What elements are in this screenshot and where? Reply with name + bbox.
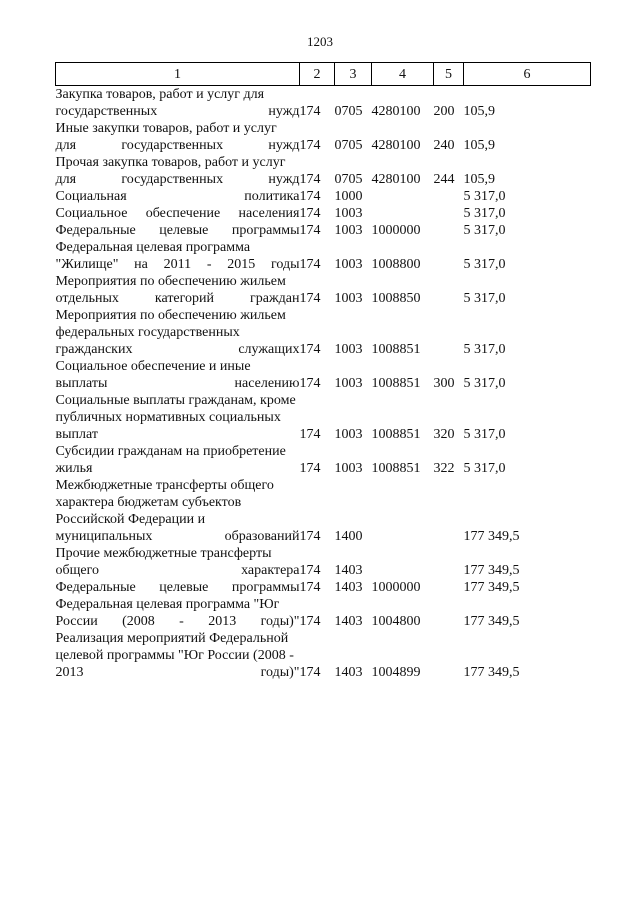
item-name-cell: Федеральные целевые программы [55, 223, 300, 238]
code-ministry-cell: 174 [299, 291, 321, 306]
code-section-cell: 1400 [334, 529, 363, 544]
code-expense-type-cell [434, 630, 464, 681]
code-target-cell: 1000000 [371, 223, 421, 238]
table-row [56, 86, 591, 121]
table-row [56, 630, 591, 681]
code-target-cell: 1008851 [371, 461, 421, 476]
table-body [56, 86, 591, 682]
code-target-cell: 1000000 [371, 580, 421, 595]
table-row [56, 154, 591, 188]
code-section-cell: 1003 [334, 291, 363, 306]
code-target-cell: 1008851 [371, 342, 421, 357]
amount-cell: 5 317,0 [463, 206, 506, 221]
code-section-cell: 1003 [334, 206, 363, 221]
code-target-cell: 4280100 [371, 172, 421, 187]
amount-cell: 5 317,0 [463, 342, 506, 357]
amount-cell: 5 317,0 [463, 223, 506, 238]
code-target-cell: 4280100 [371, 138, 421, 153]
table-row [56, 120, 591, 154]
item-name-cell: Социальное обеспечение населения [55, 206, 300, 221]
amount-cell: 105,9 [463, 172, 495, 187]
code-expense-type-cell [434, 239, 464, 273]
code-expense-type-cell [434, 188, 464, 205]
code-expense-type-cell: 244 [433, 172, 455, 187]
code-section-cell: 1403 [334, 665, 363, 680]
table-row [56, 188, 591, 205]
table-row [56, 477, 591, 545]
amount-cell: 5 317,0 [463, 427, 506, 442]
item-name-cell: Прочие межбюджетные трансферты общего характера [55, 546, 300, 578]
code-ministry-cell: 174 [299, 614, 321, 629]
amount-cell: 105,9 [463, 138, 495, 153]
header-col-5: 5 [434, 63, 464, 86]
code-ministry-cell: 174 [299, 223, 321, 238]
amount-cell: 177 349,5 [463, 614, 520, 629]
header-col-4: 4 [372, 63, 434, 86]
code-expense-type-cell [434, 222, 464, 239]
table-header [56, 63, 591, 86]
code-target-cell: 4280100 [371, 104, 421, 119]
code-section-cell: 1003 [334, 427, 363, 442]
item-name-cell: Социальная политика [55, 189, 300, 204]
table-row [56, 205, 591, 222]
item-name-cell: Иные закупки товаров, работ и услуг для государственных нужд [55, 121, 300, 153]
code-target-cell: 1008851 [371, 427, 421, 442]
code-ministry-cell: 174 [299, 376, 321, 391]
table-row [56, 545, 591, 579]
item-name-cell: Закупка товаров, работ и услуг для государственных нужд [55, 87, 300, 119]
code-expense-type-cell: 300 [433, 376, 455, 391]
amount-cell: 5 317,0 [463, 257, 506, 272]
amount-cell: 5 317,0 [463, 376, 506, 391]
code-ministry-cell: 174 [299, 461, 321, 476]
code-section-cell: 1403 [334, 563, 363, 578]
item-name-cell: Реализация мероприятий Федеральной целевой программы "Юг России (2008 - 2013 годы)" [55, 631, 300, 680]
table-row [56, 307, 591, 358]
table-row [56, 443, 591, 477]
code-ministry-cell: 174 [299, 342, 321, 357]
table-row [56, 222, 591, 239]
code-section-cell: 1403 [334, 580, 363, 595]
code-section-cell: 0705 [334, 138, 363, 153]
code-target-cell: 1008851 [371, 376, 421, 391]
code-target-cell [372, 477, 434, 545]
code-section-cell: 0705 [334, 104, 363, 119]
amount-cell: 177 349,5 [463, 529, 520, 544]
item-name-cell: Мероприятия по обеспечению жильем отдельных категорий граждан [55, 274, 300, 306]
table-row [56, 596, 591, 630]
code-ministry-cell: 174 [299, 104, 321, 119]
code-target-cell [372, 545, 434, 579]
code-ministry-cell: 174 [299, 529, 321, 544]
item-name-cell: Федеральная целевая программа "Жилище" на 2011 - 2015 годы [55, 240, 300, 272]
amount-cell: 5 317,0 [463, 461, 506, 476]
item-name-cell: Социальное обеспечение и иные выплаты населению [55, 359, 300, 391]
item-name-cell: Социальные выплаты гражданам, кроме публичных нормативных социальных выплат [55, 393, 296, 442]
item-name-cell: Федеральные целевые программы [55, 580, 300, 595]
page-number: 1203 [307, 34, 333, 49]
amount-cell: 177 349,5 [463, 665, 520, 680]
code-section-cell: 0705 [334, 172, 363, 187]
header-col-3: 3 [335, 63, 372, 86]
code-section-cell: 1003 [334, 376, 363, 391]
code-ministry-cell: 174 [299, 172, 321, 187]
item-name-cell: Прочая закупка товаров, работ и услуг для государственных нужд [55, 155, 300, 187]
code-target-cell [372, 205, 434, 222]
code-ministry-cell: 174 [299, 257, 321, 272]
table-row [56, 579, 591, 596]
item-name-cell: Межбюджетные трансферты общего характера бюджетам субъектов Российской Федерации и муниципальных образований [55, 478, 300, 544]
item-name-cell: Мероприятия по обеспечению жильем федеральных государственных гражданских служащих [55, 308, 300, 357]
code-expense-type-cell [434, 579, 464, 596]
budget-table [55, 62, 591, 681]
table-row [56, 239, 591, 273]
code-section-cell: 1003 [334, 257, 363, 272]
amount-cell: 5 317,0 [463, 291, 506, 306]
code-expense-type-cell [434, 596, 464, 630]
code-expense-type-cell: 200 [433, 104, 455, 119]
code-ministry-cell: 174 [299, 563, 321, 578]
code-section-cell: 1003 [334, 342, 363, 357]
code-target-cell: 1004800 [371, 614, 421, 629]
code-expense-type-cell [434, 205, 464, 222]
amount-cell: 105,9 [463, 104, 495, 119]
code-expense-type-cell: 240 [433, 138, 455, 153]
header-col-2: 2 [300, 63, 335, 86]
table-row [56, 392, 591, 443]
table-row [56, 273, 591, 307]
header-col-6: 6 [464, 63, 591, 86]
code-ministry-cell: 174 [299, 427, 321, 442]
code-expense-type-cell [434, 307, 464, 358]
code-expense-type-cell [434, 545, 464, 579]
code-expense-type-cell [434, 273, 464, 307]
code-target-cell: 1008800 [371, 257, 421, 272]
code-target-cell [372, 188, 434, 205]
code-ministry-cell: 174 [299, 189, 321, 204]
code-expense-type-cell: 322 [433, 461, 455, 476]
amount-cell: 177 349,5 [463, 563, 520, 578]
table-row [56, 358, 591, 392]
amount-cell: 5 317,0 [463, 189, 506, 204]
code-target-cell: 1008850 [371, 291, 421, 306]
code-target-cell: 1004899 [371, 665, 421, 680]
header-col-1: 1 [56, 63, 300, 86]
code-section-cell: 1003 [334, 461, 363, 476]
code-expense-type-cell: 320 [433, 427, 455, 442]
code-ministry-cell: 174 [299, 206, 321, 221]
code-section-cell: 1403 [334, 614, 363, 629]
item-name-cell: Федеральная целевая программа "Юг России (2008 - 2013 годы)" [55, 597, 300, 629]
code-section-cell: 1003 [334, 223, 363, 238]
code-ministry-cell: 174 [299, 665, 321, 680]
code-ministry-cell: 174 [299, 138, 321, 153]
code-expense-type-cell [434, 477, 464, 545]
code-section-cell: 1000 [334, 189, 363, 204]
item-name-cell: Субсидии гражданам на приобретение жилья [55, 444, 286, 476]
amount-cell: 177 349,5 [463, 580, 520, 595]
code-ministry-cell: 174 [299, 580, 321, 595]
